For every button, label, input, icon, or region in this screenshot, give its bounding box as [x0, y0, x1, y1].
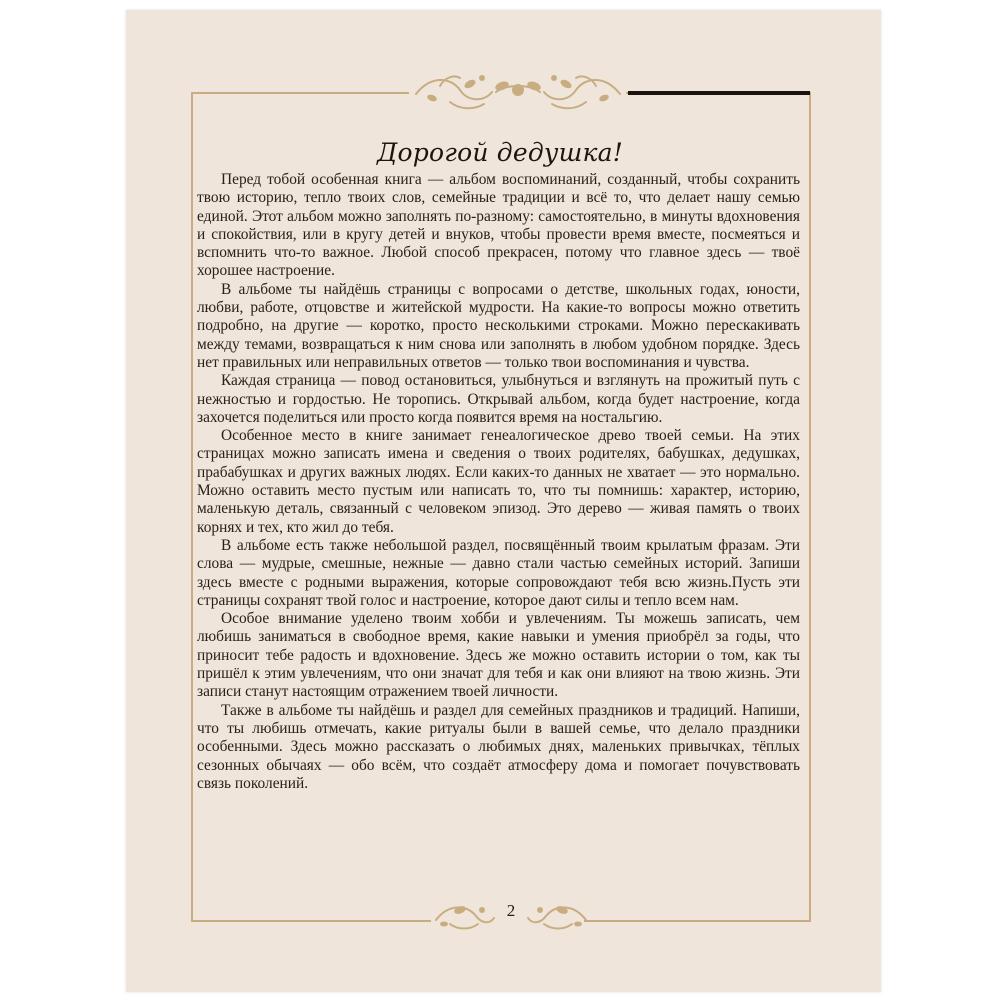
- page-title: Дорогой дедушка!: [377, 138, 623, 167]
- floral-ornament-icon: [410, 66, 626, 118]
- body-text: [197, 171, 800, 793]
- frame-right: [809, 92, 811, 922]
- paragraph: В альбоме есть также небольшой раздел, посвящённый твоим крылатым фразам. Эти слова — мудрые, смешные, нежные — давно стали частью семейных историй. Запиши здесь вместе с родными выражения, которые сопровождают тебя всю жизнь.Пусть эти страницы сохранят твой голос и настроение, которое дают силы и тепло всем нам.: [197, 536, 800, 609]
- accent-bar: [628, 91, 810, 95]
- paragraph: Особое внимание уделено твоим хобби и увлечениям. Ты можешь записать, чем любишь заниматься в свободное время, какие навыки и умения приобрёл за годы, что приносит тебе радость и вдохновение. Здесь же можно оставить истории о том, как ты пришёл к этим увлечениям, что они значат для тебя и как они влияют на твою жизнь. Эти записи станут настоящим отражением твоей личности.: [197, 610, 800, 701]
- paragraph: Каждая страница — повод остановиться, улыбнуться и взглянуть на прожитый путь с нежностью и гордостью. Не торопись. Открывай альбом, когда будет настроение, когда захочется поделиться или просто когда появится время на ностальгию.: [197, 372, 800, 426]
- frame-left: [191, 92, 193, 922]
- page-number: 2: [506, 901, 516, 920]
- frame-bottom-right: [584, 920, 811, 922]
- paragraph: Особенное место в книге занимает генеалогическое древо твоей семьи. На этих страницах можно записать имена и сведения о твоих родителях, бабушках, дедушках, прабабушках и других важных людях. Если каких-то данных не хватает — это нормально. Можно оставить место пустым или написать то, что ты помнишь: характер, историю, маленькую деталь, связанный с человеком эпизод. Это дерево — живая память о твоих корнях и тех, кто жил до тебя.: [197, 427, 800, 536]
- paragraph: В альбоме ты найдёшь страницы с вопросами о детстве, школьных годах, юности, любви, работе, отцовстве и житейской мудрости. На какие-то вопросы можно ответить подробно, на другие — коротко, просто несколькими строками. Можно перескакивать между темами, возвращаться к ним снова или заполнять в любом удобном порядке. Здесь нет правильных или неправильных ответов — только твои воспоминания и чувства.: [197, 280, 800, 371]
- paragraph: Также в альбоме ты найдёшь и раздел для семейных праздников и традиций. Напиши, что ты любишь отмечать, какие ритуалы были в вашей семье, что делало праздники особенными. Здесь можно рассказать о любимых днях, маленьких привычках, тёплых сезонных обычаях — обо всём, что создаёт атмосферу дома и помогает почувствовать связь поколений.: [197, 701, 800, 792]
- frame-bottom-left: [191, 920, 431, 922]
- paragraph: Перед тобой особенная книга — альбом воспоминаний, созданный, чтобы сохранить твою историю, тепло твоих слов, семейные традиции и всё то, что делает нашу семью единой. Этот альбом можно заполнять по-разному: самостоятельно, в минуты вдохновения и спокойствия, или в кругу детей и внуков, чтобы провести время вместе, посмеяться и вспомнить что-то важное. Любой способ прекрасен, потому что главное здесь — твоё хорошее настроение.: [197, 171, 800, 280]
- floral-ornament-icon: [526, 898, 590, 932]
- frame-top-left: [191, 92, 409, 94]
- floral-ornament-icon: [432, 898, 496, 932]
